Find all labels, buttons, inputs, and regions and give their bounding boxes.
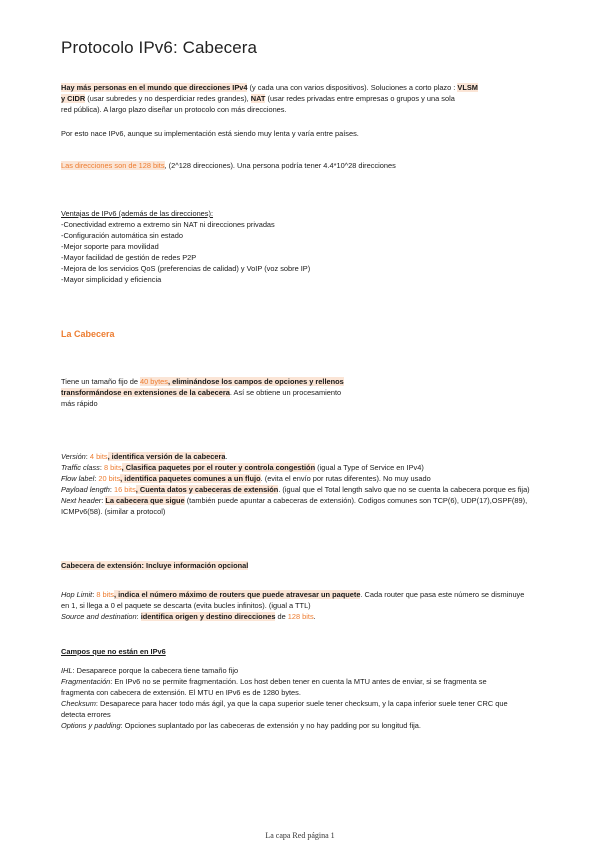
missing-checksum-cont: detecta errores [61,710,111,719]
ventajas-section [61,208,593,285]
field-name: Source and destination [61,612,137,621]
page-title: Protocolo IPv6: Cabecera [61,38,258,57]
cabecera-text-3: más rápido [61,399,98,408]
missing-options [61,720,593,731]
field-tail: . (evita el envío por rutas diferentes). No muy usado [260,474,431,483]
intro-text: (y cada una con varios dispositivos). Soluciones a corto plazo : [247,83,458,92]
field-desc: : Desaparece para hacer todo más ágil, ya que la capa superior suele tener checksum, y la capa inferior suele tener CRC que [95,699,508,708]
field-sep: : [136,612,141,621]
intro-text-4: red pública). A largo plazo diseñar un protocolo con más direcciones. [61,105,287,114]
field-hop-limit-cont: en 1, si llega a 0 el paquete se descarta (evita bucles infinitos). (igual a TTL) [61,601,311,610]
missing-ihl [61,665,593,676]
field-desc: : En IPv6 no se permite fragmentación. Los host deben tener en cuenta la MTU antes de enviar, si se fragmenta se [110,677,487,686]
ventajas-heading: Ventajas de IPv6 (además de las direcciones): [61,209,214,218]
field-name: Traffic class [61,463,100,472]
field-next-header [61,495,593,506]
extension-paragraph [61,560,593,571]
field-sep: : [101,496,106,505]
field-name: Options y padding [61,721,121,730]
missing-heading: Campos que no están en IPv6 [61,647,166,656]
extension-highlight: Cabecera de extensión: Incluye información opcional [61,561,249,570]
field-desc: , Clasifica paquetes por el router y controla congestión [121,463,316,472]
field-desc: , identifica versión de la cabecera [107,452,226,461]
ventajas-item: -Configuración automática sin estado [61,231,184,240]
ventajas-item: -Mejor soporte para movilidad [61,242,159,251]
missing-section [61,646,593,731]
field-size: 4 bits [89,452,108,461]
field-name: Versión [61,452,86,461]
field-source-destination [61,611,593,622]
field-name: Payload length [61,485,110,494]
intro-nat: NAT [250,94,266,103]
field-tail: (igual a Type of Service en IPv4) [315,463,424,472]
field-tail: . [225,452,228,461]
field-name: Flow label [61,474,95,483]
addresses-paragraph [61,160,593,171]
field-size: 20 bits [98,474,121,483]
field-desc: , Cuenta datos y cabeceras de extensión [135,485,279,494]
cabecera-text: Tiene un tamaño fijo de [61,377,141,386]
ventajas-item: -Mayor facilidad de gestión de redes P2P [61,253,197,262]
field-sep: : [109,485,115,494]
field-tail: . [313,612,316,621]
field-size: 128 bits [287,612,314,621]
ventajas-item: -Conectividad extremo a extremo sin NAT ni direcciones privadas [61,220,275,229]
field-name: Next header [61,496,102,505]
field-name: Hop Limit [61,590,93,599]
fields-section [61,451,593,517]
field-desc: , identifica paquetes comunes a un flujo [120,474,261,483]
intro-text-2: (usar subredes y no desperdiciar redes grandes), [85,94,251,103]
field-name: IHL [61,666,73,675]
addresses-text: , (2^128 direcciones). Una persona podría tener 4.4*10^28 direcciones [164,161,396,170]
field-desc: La cabecera que sigue [105,496,185,505]
field-sep: : [92,590,97,599]
spacer [61,657,593,665]
field-traffic-class [61,462,593,473]
missing-checksum [61,698,593,709]
cabecera-text-2: . Así se obtiene un procesamiento [229,388,342,397]
field-payload-length [61,484,593,495]
field-name: Checksum [61,699,96,708]
field-sep: : [94,474,99,483]
missing-fragmentation [61,676,593,687]
ventajas-item: -Mayor simplicidad y eficiencia [61,275,162,284]
field-desc: identifica origen y destino direcciones [140,612,276,621]
field-name: Fragmentación [61,677,111,686]
field-tail: . Cada router que pasa este número se disminuye [360,590,525,599]
field-sep: : [85,452,90,461]
cabecera-size: 40 bytes [140,377,168,386]
field-next-header-cont: ICMPv6(58). (similar a protocol) [61,507,166,516]
addresses-highlight: Las direcciones son de 128 bits [61,161,165,170]
field-desc: , indica el número máximo de routers que puede atravesar un paquete [114,590,361,599]
hop-section [61,589,593,622]
page-footer: La capa Red página 1 [265,831,335,840]
cabecera-highlight: , eliminándose los campos de opciones y rellenos [167,377,344,386]
cabecera-heading: La Cabecera [61,329,115,339]
intro-text-3: (usar redes privadas entre empresas o grupos y una sola [265,94,455,103]
missing-fragmentation-cont: fragmenta con cabecera de extensión. El MTU en IPv6 es de 1280 bytes. [61,688,301,697]
field-desc: : Desaparece porque la cabecera tiene tamaño fijo [72,666,239,675]
field-sep: de [275,612,288,621]
intro-paragraph-2: Por esto nace IPv6, aunque su implementación está siendo muy lenta y varía entre países. [61,129,359,138]
intro-highlight: Hay más personas en el mundo que direcciones IPv4 [61,83,248,92]
cabecera-highlight-2: transformándose en extensiones de la cabecera [61,388,230,397]
field-tail: . (igual que el Total length salvo que no se cuenta la cabecera porque es fija) [278,485,530,494]
ventajas-item: -Mejora de los servicios QoS (preferencias de calidad) y VoIP (voz sobre IP) [61,264,311,273]
field-tail: (también puede apuntar a cabeceras de extensión). Codigos comunes son TCP(6), UDP(17),OSPF(89), [184,496,528,505]
cabecera-paragraph [61,376,593,409]
intro-paragraph [61,82,593,115]
field-size: 8 bits [96,590,114,599]
field-hop-limit [61,589,593,600]
intro-cidr: y CIDR [61,94,86,103]
field-size: 8 bits [103,463,122,472]
field-flow-label [61,473,593,484]
field-version [61,451,593,462]
field-sep: : [99,463,104,472]
field-desc: : Opciones suplantado por las cabeceras de extensión y no hay padding por su longitud fija. [120,721,421,730]
intro-vlsm: VLSM [457,83,478,92]
field-size: 16 bits [114,485,136,494]
